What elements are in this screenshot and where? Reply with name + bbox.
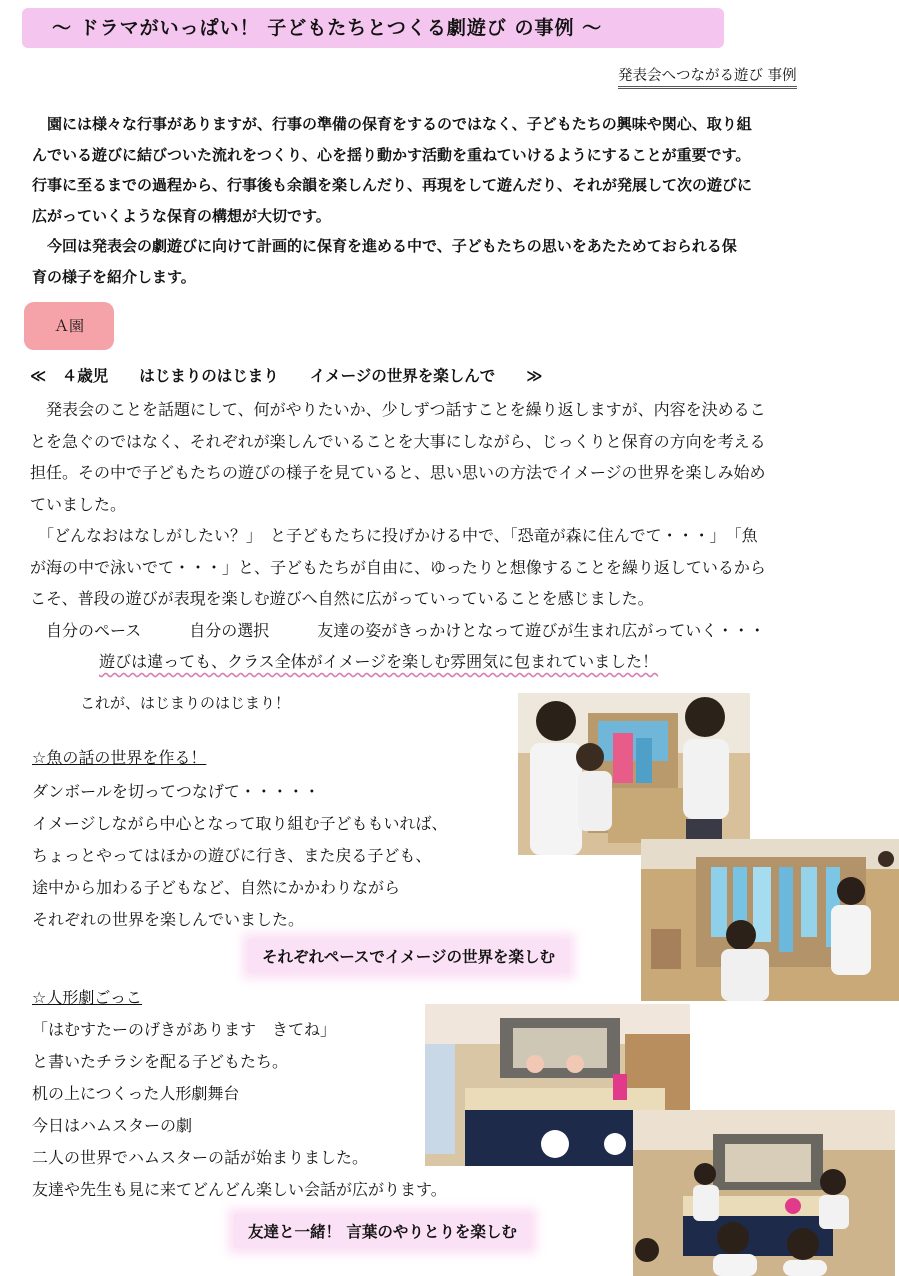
fish-line: 途中から加わる子どもなど、自然にかかわりながら [32, 878, 401, 897]
intro-line: 育の様子を紹介します。 [32, 267, 196, 286]
body-line: こそ、普段の遊びが表現を楽しむ遊びへ自然に広がっていっていることを感じました。 [30, 589, 654, 608]
intro-paragraph [32, 109, 752, 292]
doll-highlight: 友達と一緒！ 言葉のやりとりを楽しむ [234, 1214, 531, 1248]
doll-text [32, 1014, 447, 1206]
fish-line: ダンボールを切ってつなげて・・・・・ [32, 782, 320, 801]
summary-line-row [30, 646, 766, 678]
section-body [30, 394, 766, 678]
body-line: 発表会のことを話題にして、何がやりたいか、少しずつ話すことを繰り返しますが、内容を決めるこ [30, 400, 766, 419]
section-heading: ≪ ４歳児 はじまりのはじまり イメージの世界を楽しんで ≫ [30, 367, 543, 385]
body-line: 自分のペース 自分の選択 友達の姿がきっかけとなって遊びが生まれ広がっていく・・・ [30, 620, 766, 640]
start-line: これが、はじまりのはじまり！ [80, 694, 291, 712]
doll-line: 「はむすたーのげきがあります きてね」 [32, 1020, 337, 1039]
doll-line: と書いたチラシを配る子どもたち。 [32, 1052, 289, 1071]
fish-text [32, 776, 448, 936]
fish-highlight: それぞれペースでイメージの世界を楽しむ [248, 939, 569, 973]
doll-line: 友達や先生も見に来てどんどん楽しい会話が広がります。 [32, 1180, 447, 1199]
body-line: とを急ぐのではなく、それぞれが楽しんでいることを大事にしながら、じっくりと保育の方向を考える [30, 431, 766, 451]
photo-cardboard-fish-2 [641, 839, 899, 1001]
fish-line: イメージしながら中心となって取り組む子どももいれば、 [32, 814, 448, 833]
fish-line: それぞれの世界を楽しんでいました。 [32, 910, 305, 929]
doll-line: 机の上につくった人形劇舞台 [32, 1084, 240, 1103]
photo-puppet-stage-2 [633, 1110, 895, 1276]
body-line: が海の中で泳いでて・・・」と、子どもたちが自由に、ゆったりと想像することを繰り返しているから [30, 557, 766, 577]
body-line: 「どんなおはなしがしたい？」 と子どもたちに投げかける中で、「恐竜が森に住んでて・・・」 「魚 [30, 526, 758, 545]
intro-line: 園には様々な行事がありますが、行事の準備の保育をするのではなく、子どもたちの興味や関心、取り組 [32, 115, 752, 133]
summary-line: 遊びは違っても、クラス全体がイメージを楽しむ雰囲気に包まれていました！ [99, 652, 659, 671]
fish-line: ちょっとやってはほかの遊びに行き、また戻る子ども、 [32, 846, 432, 865]
doll-heading: ☆人形劇ごっこ [32, 988, 143, 1007]
fish-heading: ☆魚の話の世界を作る！ [32, 748, 207, 767]
photo-cardboard-fish-1 [518, 693, 750, 855]
doll-line: 今日はハムスターの劇 [32, 1116, 193, 1135]
intro-line: んでいる遊びに結びついた流れをつくり、心を揺り動かす活動を重ねていけるようにすることが重要です。 [32, 145, 751, 164]
doll-line: 二人の世界でハムスターの話が始まりました。 [32, 1148, 369, 1167]
body-line: 担任。その中で子どもたちの遊びの様子を見ていると、思い思いの方法でイメージの世界を楽しみ始め [30, 463, 766, 482]
page-title: ～ ドラマがいっぱい！ 子どもたちとつくる劇遊び の事例 ～ [22, 8, 724, 48]
intro-line: 今回は発表会の劇遊びに向けて計画的に保育を進める中で、子どもたちの思いをあたためておられる保 [32, 237, 737, 255]
page-subtitle: 発表会へつながる遊び 事例 [618, 64, 797, 89]
intro-line: 広がっていくような保育の構想が大切です。 [32, 206, 331, 225]
body-line: ていました。 [30, 494, 127, 514]
kindergarten-badge: Ａ園 [24, 302, 114, 350]
intro-line: 行事に至るまでの過程から、行事後も余韻を楽しんだり、再現をして遊んだり、それが発展して次の遊びに [32, 176, 753, 194]
